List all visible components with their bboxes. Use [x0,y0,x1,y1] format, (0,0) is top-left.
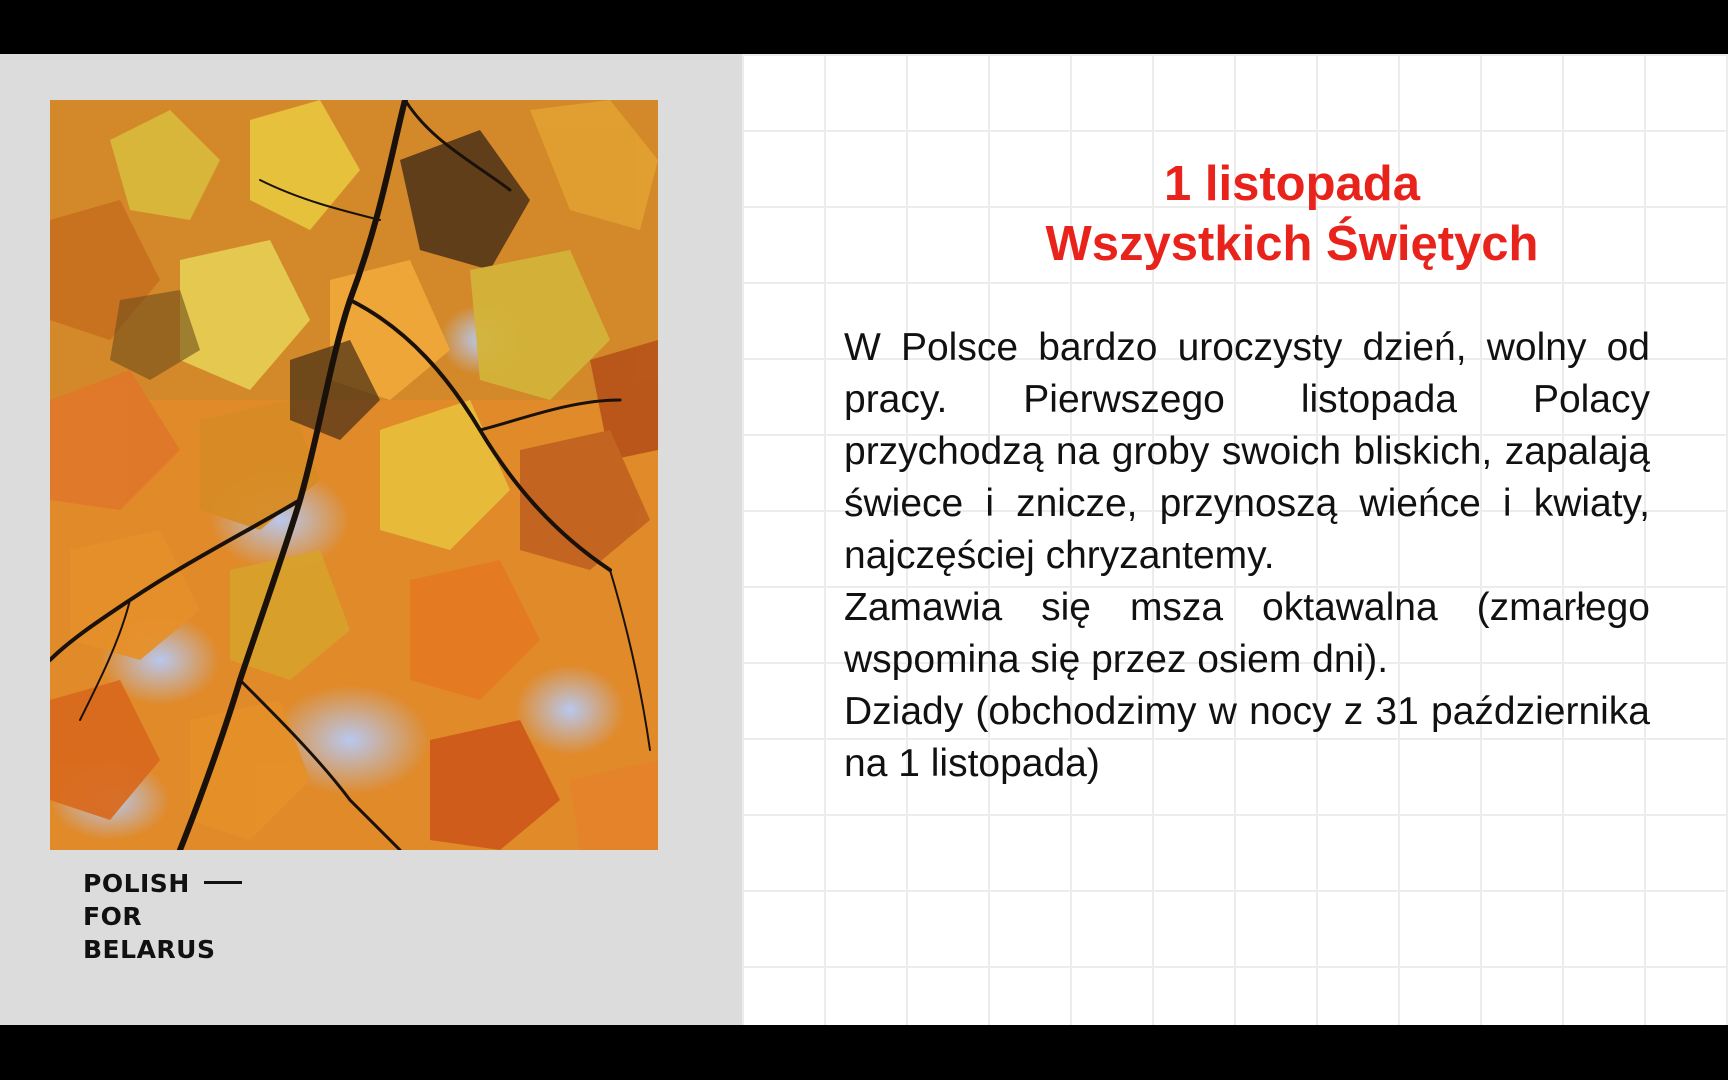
slide-body [844,322,1650,790]
title-line-1: 1 listopada [1164,157,1420,211]
brand-line-3: BELARUS [83,935,216,964]
body-paragraph-2: Zamawia się msza oktawalna (zmarłego wspomina się przez osiem dni). [844,586,1650,681]
left-panel [0,54,742,1025]
brand-dash [204,881,242,884]
body-paragraph-3: Dziady (obchodzimy w nocy z 31 października na 1 listopada) [844,690,1650,785]
title-line-2: Wszystkich Świętych [1045,217,1539,271]
brand-line-2: FOR [83,902,143,931]
brand-line-1: POLISH [83,867,242,900]
body-paragraph-1: W Polsce bardzo uroczysty dzień, wolny od pracy. Pierwszego listopada Polacy przychodzą na groby swoich bliskich, zapalają świece i znicze, przynoszą wieńce i kwiaty, najczęściej chryzantemy. [844,326,1650,577]
presentation-slide [0,54,1728,1025]
right-panel [742,54,1728,1025]
slide-title [742,154,1728,274]
brand-logo [83,867,242,966]
autumn-leaves-photo [50,100,658,850]
